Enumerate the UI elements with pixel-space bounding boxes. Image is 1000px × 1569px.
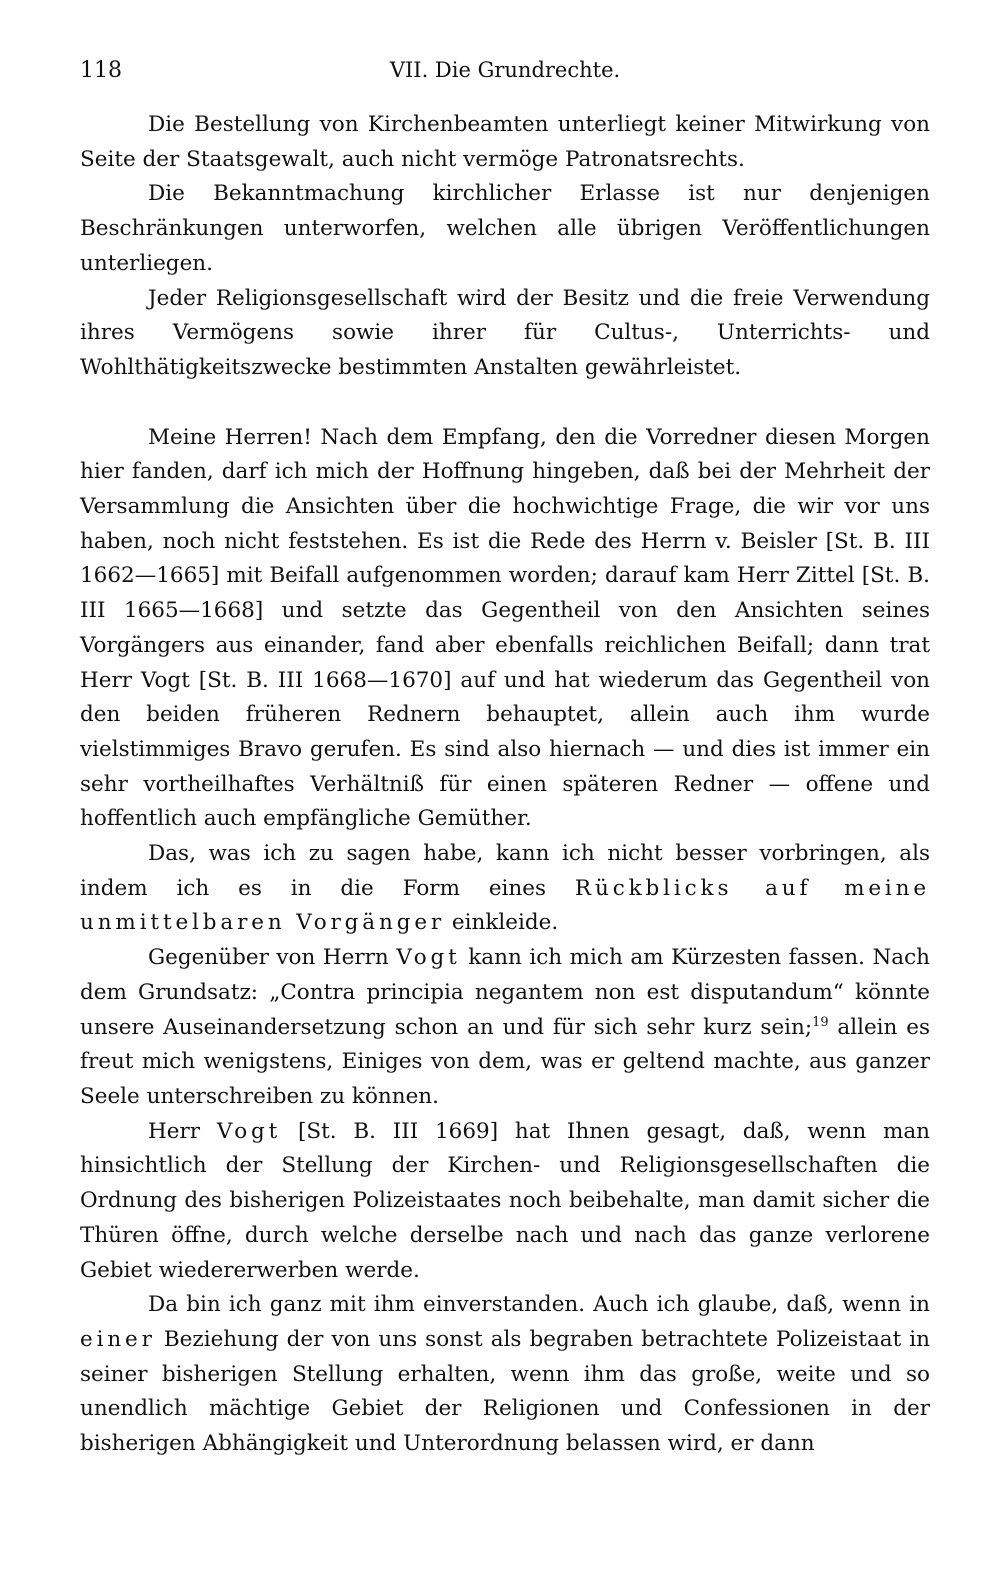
paragraph [80,1288,930,1462]
paragraph [80,941,930,1115]
footnote-marker: 19 [812,1014,829,1030]
text-run: Das, was ich zu sagen habe, kann ich nicht besser vorbringen, als indem ich es in die Form eines [80,841,930,901]
paragraph [80,837,930,941]
page-number: 118 [80,58,122,83]
text-run: allein es freut mich wenigstens, Einiges von dem, was er geltend machte, aus ganzer Seele unterschreiben zu können. [80,1014,930,1109]
text-run: einkleide. [445,910,559,936]
running-head: VII. Die Grundrechte. [389,58,621,82]
text-run: Da bin ich ganz mit ihm einverstanden. Auch ich glaube, daß, wenn in [148,1292,930,1318]
paragraph: Die Bekanntmachung kirchlicher Erlasse ist nur denjenigen Beschränkungen unterworfen, welchen alle übrigen Veröffentlichungen unterliegen. [80,181,930,276]
page-header [80,58,930,94]
emphasized-text: Vogt [396,945,461,971]
text-run: [St. B. III 1669] hat Ihnen gesagt, daß, wenn man hinsichtlich der Stellung der Kirchen- und Religionsgesellschaften die Ordnung des bisherigen Polizeistaates noch beibehalte, man damit sicher die Thüren öffne, durch welche derselbe nach und nach das ganze verlorene Gebiet wiedererwerben werde. [80,1118,931,1283]
emphasized-text: einer [80,1326,156,1352]
page-body [80,108,930,1462]
emphasized-text: Rückblicks auf meine unmittelbaren Vorgänger [80,875,930,936]
emphasized-text: Vogt [216,1118,282,1144]
text-run: kann ich mich am Kürzesten fassen. Nach dem Grundsatz: „Contra principia negantem non est disputandum“ könnte unsere Auseinandersetzung schon an und für sich sehr kurz sein; [80,945,930,1040]
text-run: Herr [148,1118,217,1144]
paragraph [80,1115,930,1289]
text-run: Gegenüber von Herrn [148,945,397,971]
text-run: Beziehung der von uns sonst als begraben betrachtete Polizeistaat in seiner bisherigen Stellung erhalten, wenn ihm das große, weite und so unendlich mächtige Gebiet der Religionen und Confessionen in der bisherigen Abhängigkeit und Unterordnung belassen wird, er dann [80,1326,930,1457]
paragraph: Die Bestellung von Kirchenbeamten unterliegt keiner Mitwirkung von Seite der Staatsgewalt, auch nicht vermöge Patronatsrechts. [80,112,930,172]
paragraph: Meine Herren! Nach dem Empfang, den die Vorredner diesen Morgen hier fanden, darf ich mich der Hoffnung hingeben, daß bei der Mehrheit der Versammlung die Ansichten über die hochwichtige Frage, die wir vor uns haben, noch nicht feststehen. Es ist die Rede des Herrn v. Beisler [St. B. III 1662—1665] mit Beifall aufgenommen worden; darauf kam Herr Zittel [St. B. III 1665—1668] und setzte das Gegentheil von den Ansichten seines Vorgängers aus einander, fand aber ebenfalls reichlichen Beifall; dann trat Herr Vogt [St. B. III 1668—1670] auf und hat wiederum das Gegentheil von den beiden früheren Rednern behauptet, allein auch ihm wurde vielstimmiges Bravo gerufen. Es sind also hiernach — und dies ist immer ein sehr vortheilhaftes Verhältniß für einen späteren Redner — offene und hoffentlich auch empfängliche Gemüther. [80,424,930,832]
paragraph: Jeder Religionsgesellschaft wird der Besitz und die freie Verwendung ihres Vermögens sowie ihrer für Cultus-, Unterrichts- und Wohlthätigkeitszwecke bestimmten Anstalten gewährleistet. [80,285,930,380]
